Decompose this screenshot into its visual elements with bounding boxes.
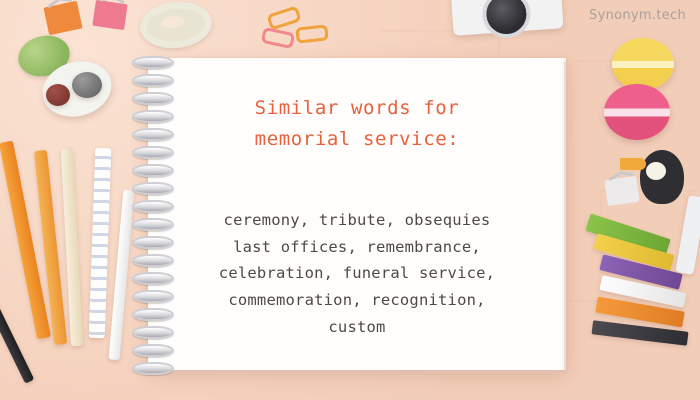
stone-gray-icon (72, 72, 102, 98)
spiral-binding (132, 52, 172, 374)
synonym-line: commemoration, recognition, (228, 290, 486, 309)
synonym-list (174, 207, 540, 340)
toucan-chest-icon (646, 162, 666, 180)
macaron-pink-icon (604, 84, 670, 140)
watermark-logo: Synonym.tech (589, 8, 686, 23)
heading-line-2: memorial service: (254, 128, 460, 151)
heading-line-1: Similar words for (254, 97, 460, 119)
synonym-line: celebration, funeral service, (218, 264, 496, 283)
notebook-text-block (148, 94, 566, 340)
notebook-page (148, 58, 566, 370)
toucan-beak-icon (620, 158, 646, 170)
synonym-line: custom (328, 317, 386, 336)
stone-dark-red-icon (46, 84, 70, 106)
macaron-yellow-icon (612, 38, 674, 90)
binder-clip-pink-icon (92, 0, 127, 30)
synonym-line: last offices, remembrance, (233, 237, 481, 256)
synonym-line: ceremony, tribute, obsequies (223, 210, 491, 229)
paperclip-orange-2-icon (295, 24, 328, 43)
binder-clip-white-icon (604, 176, 639, 206)
